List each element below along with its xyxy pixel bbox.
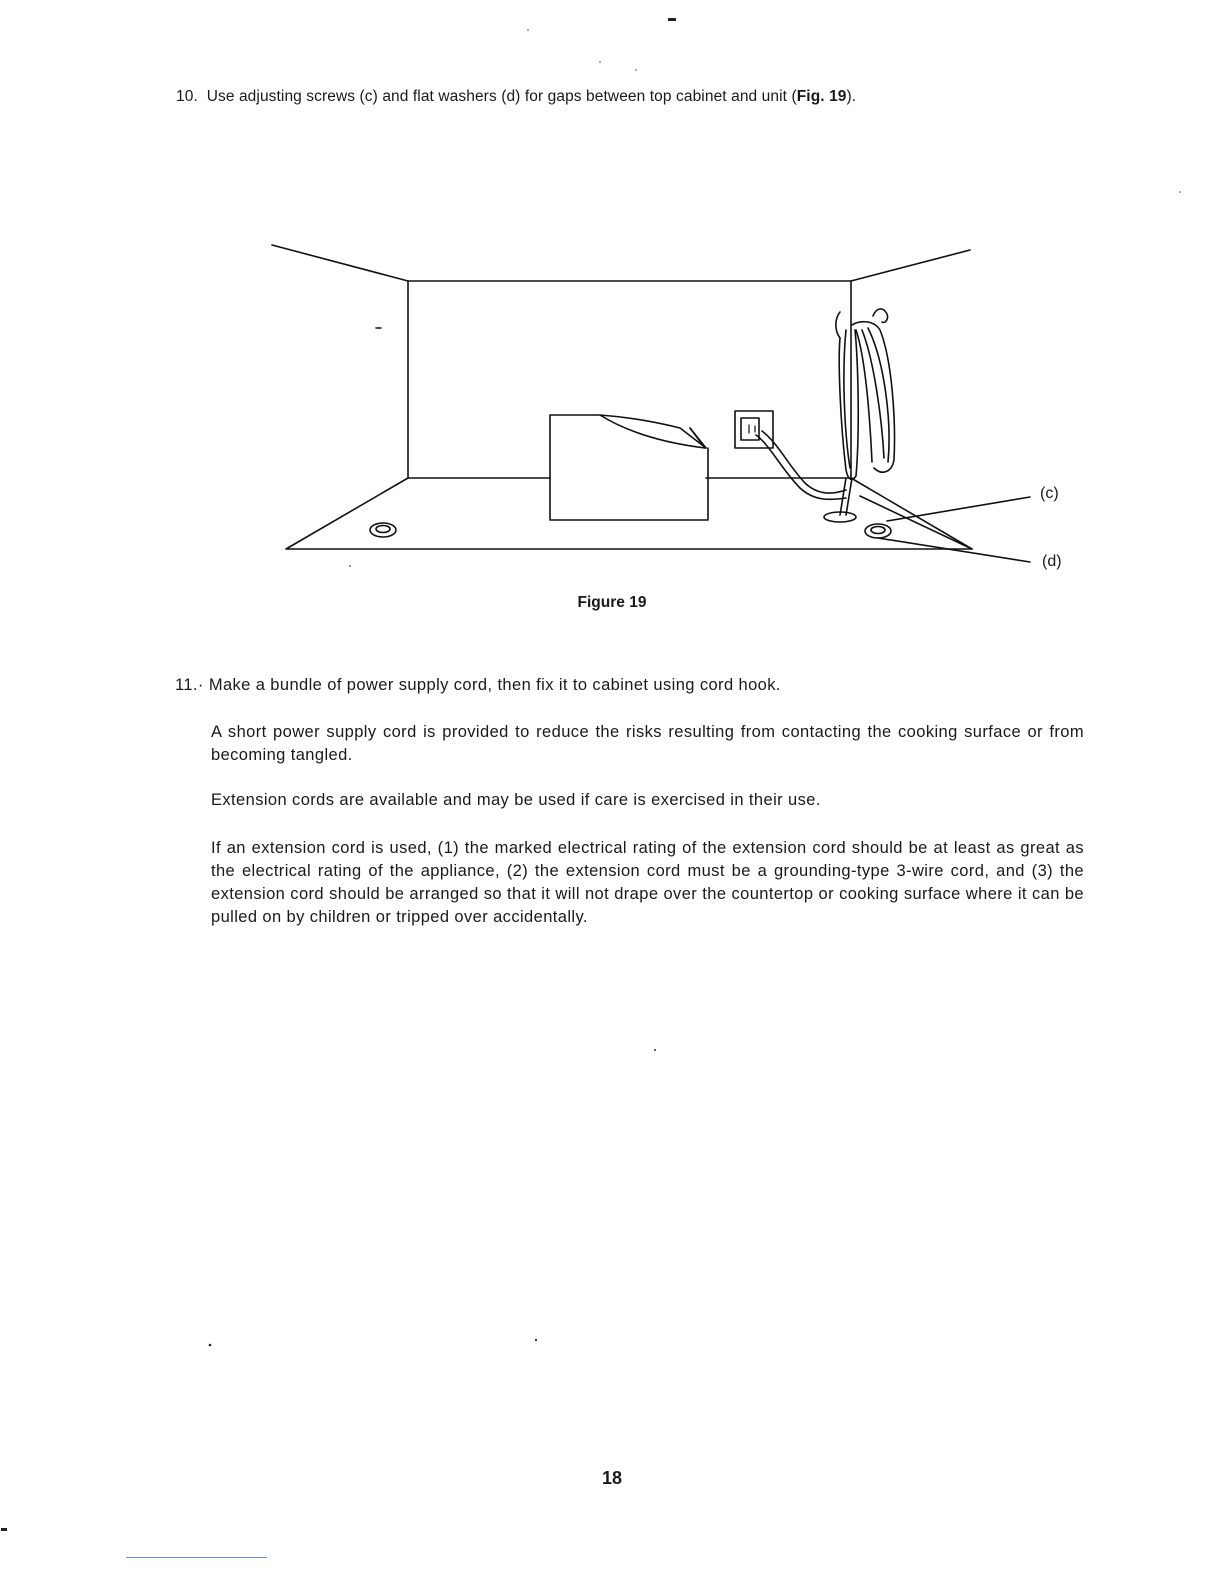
label-d: (d) [1042,553,1062,570]
figure-caption: Figure 19 [577,594,647,611]
footer-rule [126,1557,267,1558]
step-10-text-end: ). [846,88,857,105]
paragraph-short-cord: A short power supply cord is provided to reduce the risks resulting from contacting the cooking surface or from becoming tangled. [211,723,1084,764]
step-10 [176,88,1076,106]
paragraph-extension-cords: Extension cords are available and may be used if care is exercised in their use. [211,791,821,809]
power-cord [756,435,846,499]
leader-line-d [878,538,1030,562]
step-11-text: Make a bundle of power supply cord, then fix it to cabinet using cord hook. [208,676,781,694]
cabinet-top-right-edge [851,250,970,281]
figure-reference: Fig. 19 [796,88,847,105]
box [550,415,708,520]
cabinet-top-left-edge [272,245,408,281]
step-10-text: Use adjusting screws (c) and flat washers (d) for gaps between top cabinet and unit ( [206,88,797,105]
step-11: 11.· Make a bundle of power supply cord, then fix it to cabinet using cord hook. [175,676,781,694]
cord-hook [836,309,888,338]
page-number: 18 [601,1468,623,1488]
step-10-number: 10. [176,88,198,105]
figure-19-illustration [250,230,1110,590]
paragraph-extension-cord-rules: If an extension cord is used, (1) the marked electrical rating of the extension cord should be at least as great as the electrical rating of the appliance, (2) the extension cord must be a grounding-type 3-wire cord, and (3) the extension cord should be arranged so that it will not drape over the countertop or cooking surface where it can be pulled on by children or tripped over accidentally. [211,839,1084,926]
step-11-number: 11. [175,676,198,694]
label-c: (c) [1040,485,1059,502]
cabinet-floor [286,478,972,549]
leader-line-c [887,497,1030,521]
